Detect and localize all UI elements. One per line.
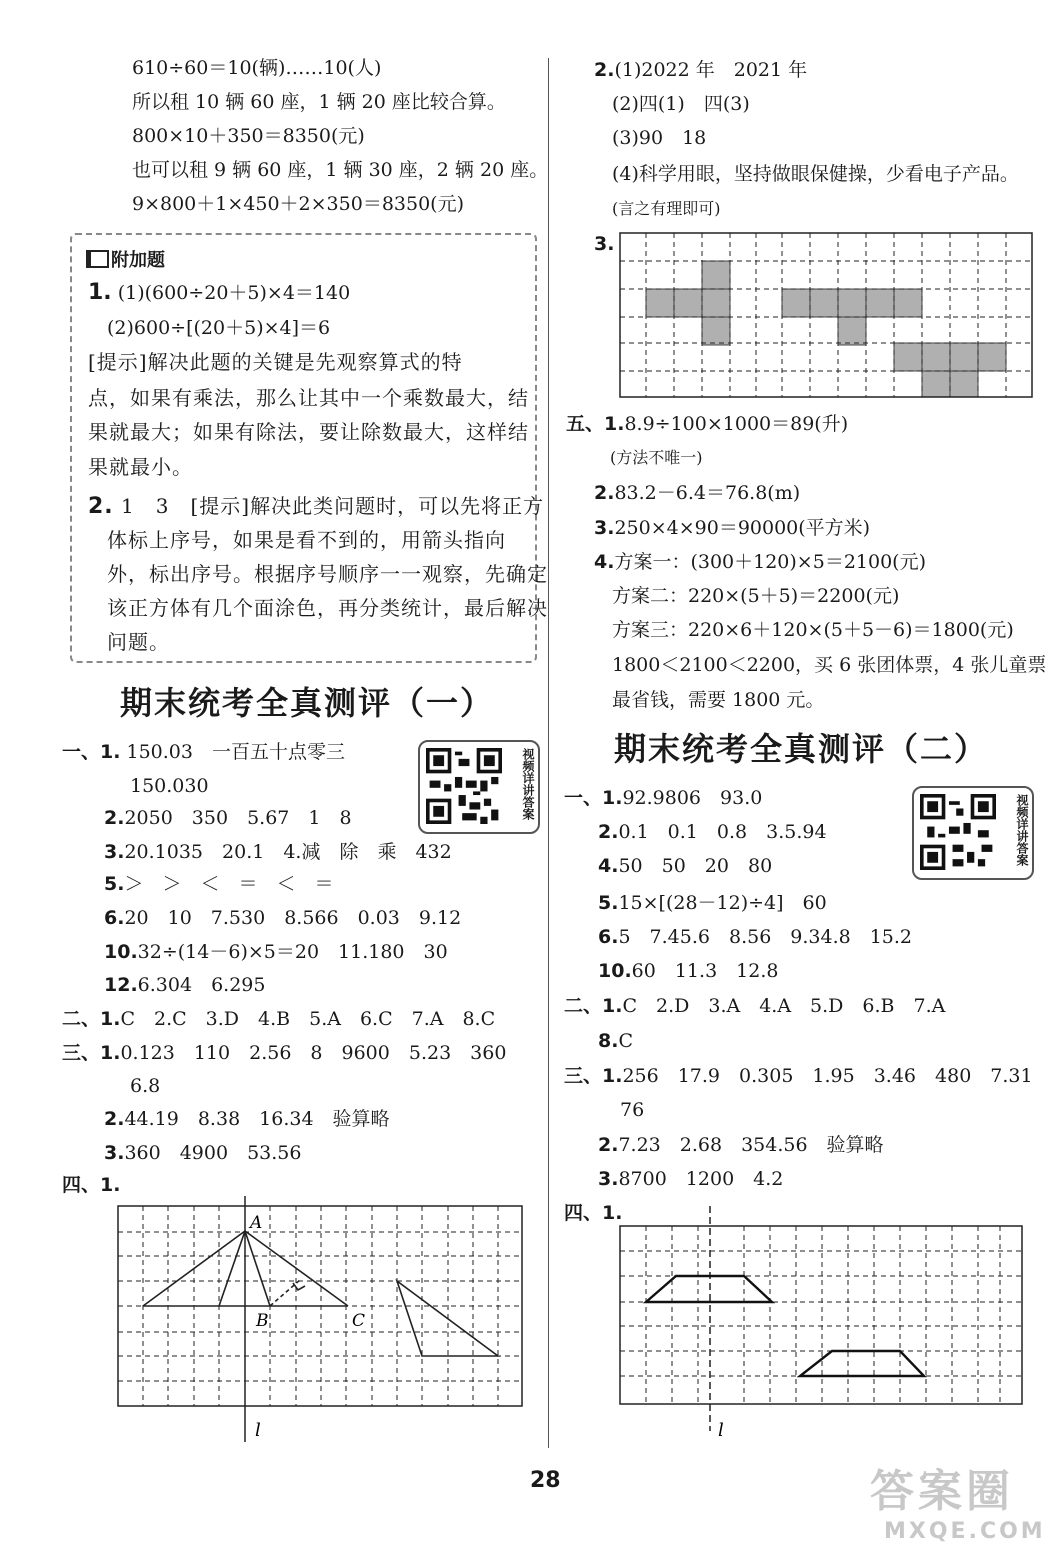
r-line-1: 2.(1)2022 年 2021 年 bbox=[594, 59, 808, 81]
t2-line-13: 四、1. bbox=[564, 1202, 623, 1224]
page-number: 28 bbox=[530, 1468, 561, 1493]
five-line-6: 方案二：220×(5＋5)＝2200(元) bbox=[612, 585, 900, 607]
five-line-7: 方案三：220×6＋120×(5＋5－6)＝1800(元) bbox=[612, 619, 1014, 641]
book-icon bbox=[86, 250, 109, 268]
t1-line-9: 二、1.C 2.C 3.D 4.B 5.A 6.C 7.A 8.C bbox=[62, 1008, 496, 1030]
label-a: A bbox=[250, 1213, 263, 1233]
t1-line-5: 5.＞ ＞ ＜ ＝ ＜ ＝ bbox=[104, 873, 334, 895]
test2-qr-code[interactable] bbox=[912, 786, 1034, 880]
qr-caption: 视频详讲答案 bbox=[521, 748, 535, 820]
t1-line-1: 一、1. 150.03 一百五十点零三 bbox=[62, 741, 345, 763]
grid-border bbox=[620, 1226, 1022, 1404]
t1-line-8: 12.6.304 6.295 bbox=[104, 974, 266, 996]
five-line-1: 五、1.8.9÷100×1000＝89(升) bbox=[566, 413, 849, 435]
five-line-9: 最省钱，需要 1800 元。 bbox=[612, 689, 825, 711]
label-c: C bbox=[352, 1311, 366, 1331]
test2-heading: 期末统考全真测评（二） bbox=[614, 730, 989, 768]
extra-q1-hint-4: 果就最小。 bbox=[88, 455, 193, 479]
watermark-logo: 答案圈 MXQE.COM bbox=[870, 1466, 1046, 1544]
five-line-8: 1800＜2100＜2200，买 6 张团体票，4 张儿童票 bbox=[612, 654, 1047, 676]
left-line-2: 所以租 10 辆 60 座，1 辆 20 座比较合算。 bbox=[132, 91, 506, 113]
extra-q2-line5: 问题。 bbox=[107, 630, 170, 654]
test1-grid-figure bbox=[110, 1196, 530, 1446]
t2-line-6: 10.60 11.3 12.8 bbox=[598, 960, 779, 982]
label-l: l bbox=[255, 1420, 261, 1441]
r-line-2: (2)四(1) 四(3) bbox=[612, 93, 750, 115]
t2-line-8: 8.C bbox=[598, 1030, 633, 1052]
test1-heading: 期末统考全真测评（一） bbox=[120, 684, 495, 722]
test1-qr-code[interactable] bbox=[418, 740, 540, 834]
shaded-grid-figure bbox=[618, 230, 1034, 400]
t2-line-10: 76 bbox=[620, 1099, 645, 1121]
trapezoid-1 bbox=[646, 1276, 772, 1302]
t1-line-6: 6.20 10 7.530 8.566 0.03 9.12 bbox=[104, 907, 462, 929]
five-line-4: 3.250×4×90＝90000(平方米) bbox=[594, 517, 871, 539]
left-line-1: 610÷60＝10(辆)……10(人) bbox=[132, 57, 382, 79]
t1-line-2: 150.030 bbox=[130, 775, 209, 797]
r-line-6: 3. bbox=[594, 233, 615, 255]
five-line-3: 2.83.2－6.4＝76.8(m) bbox=[594, 482, 801, 504]
extra-q2-line4: 该正方体有几个面涂色，再分类统计，最后解决 bbox=[107, 596, 548, 620]
left-line-4: 也可以租 9 辆 60 座，1 辆 30 座，2 辆 20 座。 bbox=[132, 159, 549, 181]
five-line-2: (方法不唯一) bbox=[610, 448, 703, 467]
test2-grid-figure bbox=[614, 1206, 1034, 1446]
column-divider bbox=[548, 58, 549, 1448]
r-line-5: (言之有理即可) bbox=[612, 199, 721, 218]
grid-lines bbox=[620, 1226, 1022, 1404]
extra-q1-hint-2: 点，如果有乘法，那么让其中一个乘数最大，结 bbox=[88, 386, 529, 410]
t2-line-5: 6.5 7.45.6 8.56 9.34.8 15.2 bbox=[598, 926, 913, 948]
t2-line-1: 一、1.92.9806 93.0 bbox=[564, 787, 763, 809]
t2-line-2: 2.0.1 0.1 0.8 3.5.94 bbox=[598, 821, 827, 843]
t2-line-7: 二、1.C 2.D 3.A 4.A 5.D 6.B 7.A bbox=[564, 995, 946, 1017]
trapezoid-2 bbox=[800, 1351, 924, 1376]
t1-line-7: 10.32÷(14－6)×5＝20 11.180 30 bbox=[104, 941, 448, 963]
t1-line-4: 3.20.1035 20.1 4.减 除 乘 432 bbox=[104, 841, 452, 863]
t2-line-9: 三、1.256 17.9 0.305 1.95 3.46 480 7.31 bbox=[564, 1065, 1033, 1087]
extra-q1-line1: 1. (1)(600÷20＋5)×4＝140 bbox=[88, 280, 351, 305]
t1-line-13: 3.360 4900 53.56 bbox=[104, 1142, 302, 1164]
qr-icon bbox=[426, 748, 502, 824]
five-line-5: 4.方案一：(300＋120)×5＝2100(元) bbox=[594, 551, 926, 573]
extra-q1-hint-1: [提示]解决此题的关键是先观察算式的特 bbox=[88, 350, 463, 374]
label-l: l bbox=[718, 1420, 724, 1441]
extra-question-title: 附加题 bbox=[86, 246, 165, 272]
t2-line-12: 3.8700 1200 4.2 bbox=[598, 1168, 784, 1190]
extra-q1-line2: (2)600÷[(20＋5)×4]＝6 bbox=[107, 317, 331, 339]
label-b: B bbox=[256, 1311, 269, 1331]
r-line-3: (3)90 18 bbox=[612, 127, 707, 149]
t1-line-3: 2.2050 350 5.67 1 8 bbox=[104, 807, 352, 829]
shaded-cells bbox=[646, 261, 1006, 397]
extra-q1-hint-3: 果就最大；如果有除法，要让除数最大，这样结 bbox=[88, 420, 529, 444]
t1-line-11: 6.8 bbox=[130, 1075, 161, 1097]
t1-line-12: 2.44.19 8.38 16.34 验算略 bbox=[104, 1108, 390, 1130]
qr-icon bbox=[920, 794, 996, 870]
left-line-3: 800×10＋350＝8350(元) bbox=[132, 125, 365, 147]
extra-q2-line3: 外，标出序号。根据序号顺序一一观察，先确定 bbox=[107, 562, 548, 586]
t1-line-10: 三、1.0.123 110 2.56 8 9600 5.23 360 bbox=[62, 1042, 507, 1064]
qr-caption: 视频详讲答案 bbox=[1015, 794, 1029, 866]
extra-q2-line1: 2. 1 3 [提示]解决此类问题时，可以先将正方 bbox=[88, 494, 545, 519]
t1-line-14: 四、1. bbox=[62, 1174, 121, 1196]
extra-q2-line2: 体标上序号，如果是看不到的，用箭头指向 bbox=[107, 528, 506, 552]
t2-line-4: 5.15×[(28－12)÷4] 60 bbox=[598, 892, 827, 914]
r-line-4: (4)科学用眼，坚持做眼保健操，少看电子产品。 bbox=[612, 163, 1019, 185]
t2-line-3: 4.50 50 20 80 bbox=[598, 855, 773, 877]
left-line-5: 9×800＋1×450＋2×350＝8350(元) bbox=[132, 193, 464, 215]
t2-line-11: 2.7.23 2.68 354.56 验算略 bbox=[598, 1134, 884, 1156]
